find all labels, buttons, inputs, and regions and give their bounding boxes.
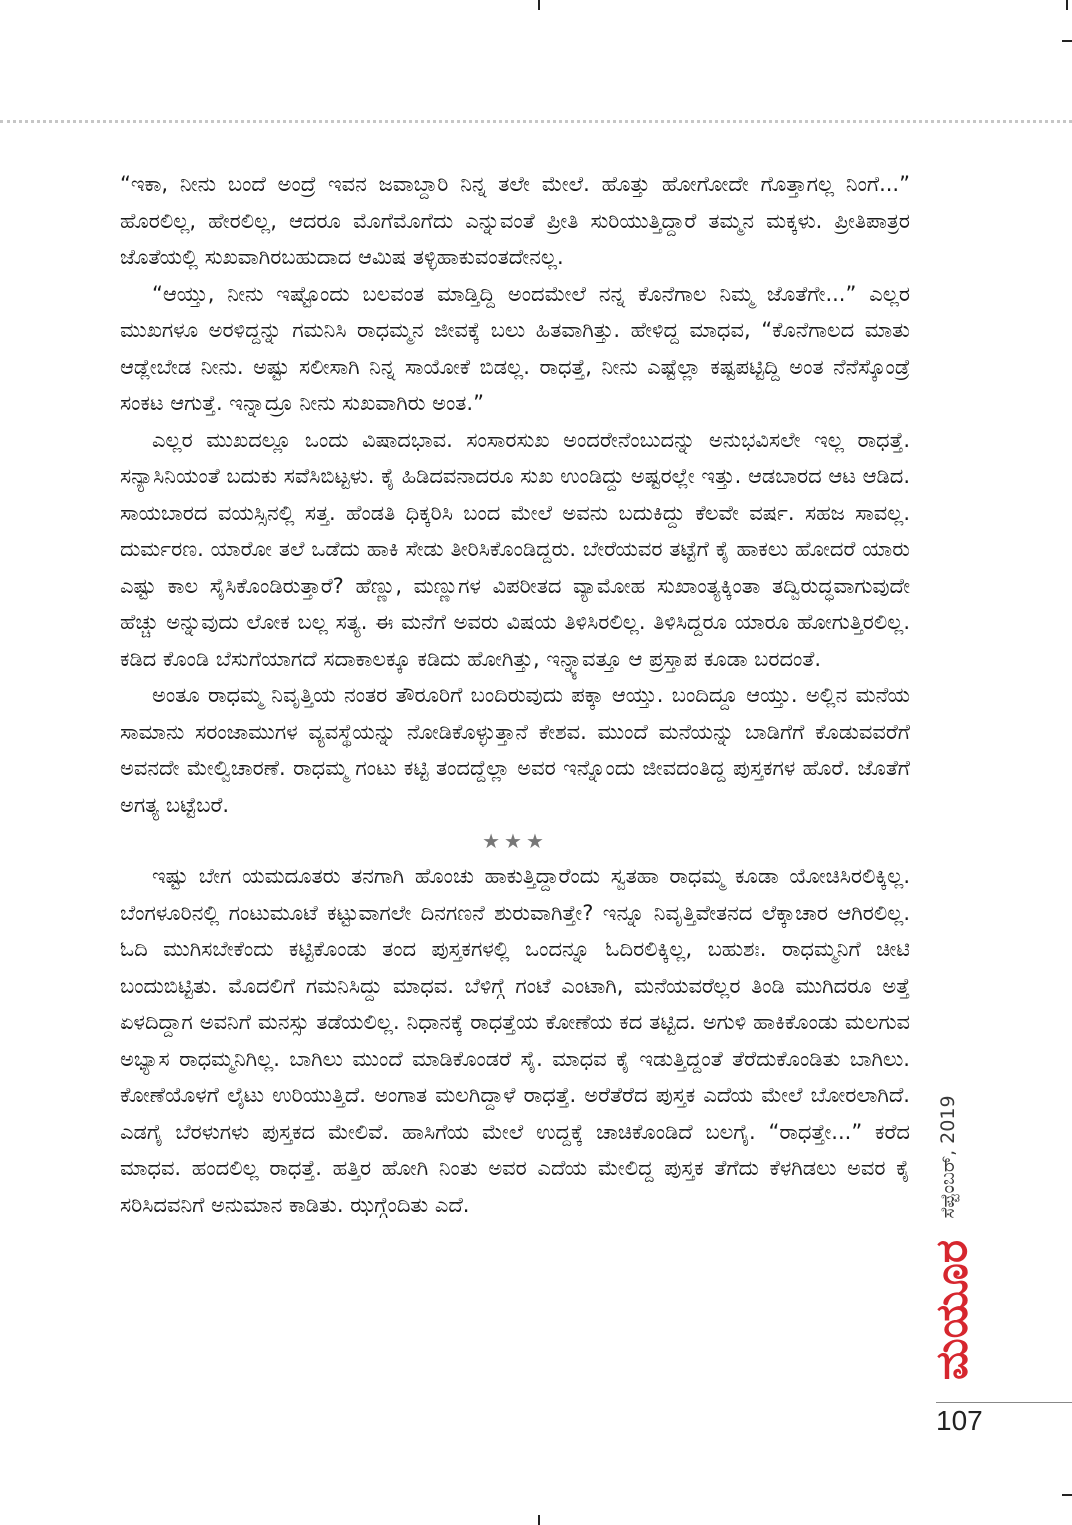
paragraph: “ಆಯ್ತು, ನೀನು ಇಷ್ಟೊಂದು ಬಲವಂತ ಮಾಡ್ತಿದ್ದಿ ಅಂದಮೇಲೆ ನನ್ನ ಕೊನೆಗಾಲ ನಿಮ್ಮ ಜೊತೆಗೇ...” ಎಲ್ಲರ ಮುಖಗಳೂ ಅರಳಿದ್ದನ್ನು ಗಮನಿಸಿ ರಾಧಮ್ಮನ ಜೀವಕ್ಕೆ ಬಲು ಹಿತವಾಗಿತ್ತು. ಹೇಳಿದ್ದ ಮಾಧವ, “ಕೊನೆಗಾಲದ ಮಾತು ಆಡ್ಲೇಬೇಡ ನೀನು. ಅಷ್ಟು ಸಲೀಸಾಗಿ ನಿನ್ನ ಸಾಯೋಕೆ ಬಿಡಲ್ಲ. ರಾಧತ್ತೆ, ನೀನು ಎಷ್ಟೆಲ್ಲಾ ಕಷ್ಟಪಟ್ಟಿದ್ದಿ ಅಂತ ನೆನೆಸ್ಕೊಂಡ್ರೆ ಸಂಕಟ ಆಗುತ್ತೆ. ಇನ್ನಾದ್ರೂ ನೀನು ಸುಖವಾಗಿರು ಅಂತ.” — [120, 281, 910, 415]
crop-mark-top-right — [1066, 0, 1068, 10]
crop-mark-bottom-left — [538, 1515, 540, 1525]
header-dotted-rule — [0, 120, 1072, 123]
magazine-logo-text: ಮಯೂರ — [926, 1239, 978, 1381]
article-body — [120, 166, 910, 1223]
paragraph: ಎಲ್ಲರ ಮುಖದಲ್ಲೂ ಒಂದು ವಿಷಾದಭಾವ. ಸಂಸಾರಸುಖ ಅಂದರೇನೆಂಬುದನ್ನು ಅನುಭವಿಸಲೇ ಇಲ್ಲ ರಾಧತ್ತೆ. ಸನ್ಯಾಸಿನಿಯಂತೆ ಬದುಕು ಸವೆಸಿಬಿಟ್ಟಳು. ಕೈ ಹಿಡಿದವನಾದರೂ ಸುಖ ಉಂಡಿದ್ದು ಅಷ್ಟರಲ್ಲೇ ಇತ್ತು. ಆಡಬಾರದ ಆಟ ಆಡಿದ. ಸಾಯಬಾರದ ವಯಸ್ಸಿನಲ್ಲಿ ಸತ್ತ. ಹೆಂಡತಿ ಧಿಕ್ಕರಿಸಿ ಬಂದ ಮೇಲೆ ಅವನು ಬದುಕಿದ್ದು ಕೆಲವೇ ವರ್ಷ. ಸಹಜ ಸಾವಲ್ಲ. ದುರ್ಮರಣ. ಯಾರೋ ತಲೆ ಒಡೆದು ಹಾಕಿ ಸೇಡು ತೀರಿಸಿಕೊಂಡಿದ್ದರು. ಬೇರೆಯವರ ತಟ್ಟೆಗೆ ಕೈ ಹಾಕಲು ಹೋದರೆ ಯಾರು ಎಷ್ಟು ಕಾಲ ಸೈಸಿಕೊಂಡಿರುತ್ತಾರೆ? ಹೆಣ್ಣು, ಮಣ್ಣುಗಳ ವಿಪರೀತದ ವ್ಯಾಮೋಹ ಸುಖಾಂತ್ಯಕ್ಕಿಂತಾ ತದ್ವಿರುದ್ಧವಾಗುವುದೇ ಹೆಚ್ಚು ಅನ್ನುವುದು ಲೋಕ ಬಲ್ಲ ಸತ್ಯ. ಈ ಮನೆಗೆ ಅವರು ವಿಷಯ ತಿಳಿಸಿರಲಿಲ್ಲ. ತಿಳಿಸಿದ್ದರೂ ಯಾರೂ ಹೋಗುತ್ತಿರಲಿಲ್ಲ. ಕಡಿದ ಕೊಂಡಿ ಬೆಸುಗೆಯಾಗದೆ ಸದಾಕಾಲಕ್ಕೂ ಕಡಿದು ಹೋಗಿತ್ತು, ಇನ್ನ್ಯಾವತ್ತೂ ಆ ಪ್ರಸ್ತಾಪ ಕೂಡಾ ಬರದಂತೆ. — [120, 427, 910, 671]
page-number: 107 — [936, 1402, 1072, 1437]
crop-mark-top-left — [538, 0, 540, 10]
magazine-logo — [920, 1239, 984, 1381]
issue-date — [918, 1082, 978, 1232]
crop-mark-right-lower — [1062, 1494, 1072, 1496]
crop-mark-right-upper — [1062, 40, 1072, 42]
issue-date-text: ಸೆಪ್ಟೆಂಬರ್, 2019 — [937, 1095, 959, 1219]
paragraph: “ಇಕಾ, ನೀನು ಬಂದೆ ಅಂದ್ರೆ ಇವನ ಜವಾಬ್ದಾರಿ ನಿನ್ನ ತಲೇ ಮೇಲೆ. ಹೊತ್ತು ಹೋಗೋದೇ ಗೊತ್ತಾಗಲ್ಲ ನಿಂಗೆ...” ಹೊರಲಿಲ್ಲ, ಹೇರಲಿಲ್ಲ, ಆದರೂ ಮೊಗೆಮೊಗೆದು ಎನ್ನುವಂತೆ ಪ್ರೀತಿ ಸುರಿಯುತ್ತಿದ್ದಾರೆ ತಮ್ಮನ ಮಕ್ಕಳು. ಪ್ರೀತಿಪಾತ್ರರ ಜೊತೆಯಲ್ಲಿ ಸುಖವಾಗಿರಬಹುದಾದ ಆಮಿಷ ತಳ್ಳಿಹಾಕುವಂತದೇನಲ್ಲ. — [120, 172, 910, 269]
paragraph: ಇಷ್ಟು ಬೇಗ ಯಮದೂತರು ತನಗಾಗಿ ಹೊಂಚು ಹಾಕುತ್ತಿದ್ದಾರೆಂದು ಸ್ವತಹಾ ರಾಧಮ್ಮ ಕೂಡಾ ಯೋಚಿಸಿರಲಿಕ್ಕಿಲ್ಲ. ಬೆಂಗಳೂರಿನಲ್ಲಿ ಗಂಟುಮೂಟೆ ಕಟ್ಟುವಾಗಲೇ ದಿನಗಣನೆ ಶುರುವಾಗಿತ್ತೇ? ಇನ್ನೂ ನಿವೃತ್ತಿವೇತನದ ಲೆಕ್ಕಾಚಾರ ಆಗಿರಲಿಲ್ಲ. ಓದಿ ಮುಗಿಸಬೇಕೆಂದು ಕಟ್ಟಿಕೊಂಡು ತಂದ ಪುಸ್ತಕಗಳಲ್ಲಿ ಒಂದನ್ನೂ ಓದಿರಲಿಕ್ಕಿಲ್ಲ, ಬಹುಶಃ. ರಾಧಮ್ಮನಿಗೆ ಚೀಟಿ ಬಂದುಬಿಟ್ಟಿತು. ಮೊದಲಿಗೆ ಗಮನಿಸಿದ್ದು ಮಾಧವ. ಬೆಳಿಗ್ಗೆ ಗಂಟೆ ಎಂಟಾಗಿ, ಮನೆಯವರೆಲ್ಲರ ತಿಂಡಿ ಮುಗಿದರೂ ಅತ್ತೆ ಏಳದಿದ್ದಾಗ ಅವನಿಗೆ ಮನಸ್ಸು ತಡೆಯಲಿಲ್ಲ. ನಿಧಾನಕ್ಕೆ ರಾಧತ್ತೆಯ ಕೋಣೆಯ ಕದ ತಟ್ಟಿದ. ಅಗುಳಿ ಹಾಕಿಕೊಂಡು ಮಲಗುವ ಅಭ್ಯಾಸ ರಾಧಮ್ಮನಿಗಿಲ್ಲ. ಬಾಗಿಲು ಮುಂದೆ ಮಾಡಿಕೊಂಡರೆ ಸೈ. ಮಾಧವ ಕೈ ಇಡುತ್ತಿದ್ದಂತೆ ತೆರೆದುಕೊಂಡಿತು ಬಾಗಿಲು. ಕೋಣೆಯೊಳಗೆ ಲೈಟು ಉರಿಯುತ್ತಿದೆ. ಅಂಗಾತ ಮಲಗಿದ್ದಾಳೆ ರಾಧತ್ತೆ. ಅರೆತೆರೆದ ಪುಸ್ತಕ ಎದೆಯ ಮೇಲೆ ಬೋರಲಾಗಿದೆ. ಎಡಗೈ ಬೆರಳುಗಳು ಪುಸ್ತಕದ ಮೇಲಿವೆ. ಹಾಸಿಗೆಯ ಮೇಲೆ ಉದ್ದಕ್ಕೆ ಚಾಚಿಕೊಂಡಿದೆ ಬಲಗೈ. “ರಾಧತ್ತೇ...” ಕರೆದ ಮಾಧವ. ಹಂದಲಿಲ್ಲ ರಾಧತ್ತೆ. ಹತ್ತಿರ ಹೋಗಿ ನಿಂತು ಅವರ ಎದೆಯ ಮೇಲಿದ್ದ ಪುಸ್ತಕ ತೆಗೆದು ಕೆಳಗಿಡಲು ಅವರ ಕೈ ಸರಿಸಿದವನಿಗೆ ಅನುಮಾನ ಕಾಡಿತು. ಝಗ್ಗೆಂದಿತು ಎದೆ. — [120, 864, 910, 1217]
paragraph: ಅಂತೂ ರಾಧಮ್ಮ ನಿವೃತ್ತಿಯ ನಂತರ ತೌರೂರಿಗೆ ಬಂದಿರುವುದು ಪಕ್ಕಾ ಆಯ್ತು. ಬಂದಿದ್ದೂ ಆಯ್ತು. ಅಲ್ಲಿನ ಮನೆಯ ಸಾಮಾನು ಸರಂಜಾಮುಗಳ ವ್ಯವಸ್ಥೆಯನ್ನು ನೋಡಿಕೊಳ್ಳುತ್ತಾನೆ ಕೇಶವ. ಮುಂದೆ ಮನೆಯನ್ನು ಬಾಡಿಗೆಗೆ ಕೊಡುವವರೆಗೆ ಅವನದೇ ಮೇಲ್ವಿಚಾರಣೆ. ರಾಧಮ್ಮ ಗಂಟು ಕಟ್ಟಿ ತಂದದ್ದೆಲ್ಲಾ ಅವರ ಇನ್ನೊಂದು ಜೀವದಂತಿದ್ದ ಪುಸ್ತಕಗಳ ಹೊರೆ. ಜೊತೆಗೆ ಅಗತ್ಯ ಬಟ್ಟೆಬರೆ. — [120, 683, 910, 817]
section-separator: ★★★ — [482, 829, 548, 853]
